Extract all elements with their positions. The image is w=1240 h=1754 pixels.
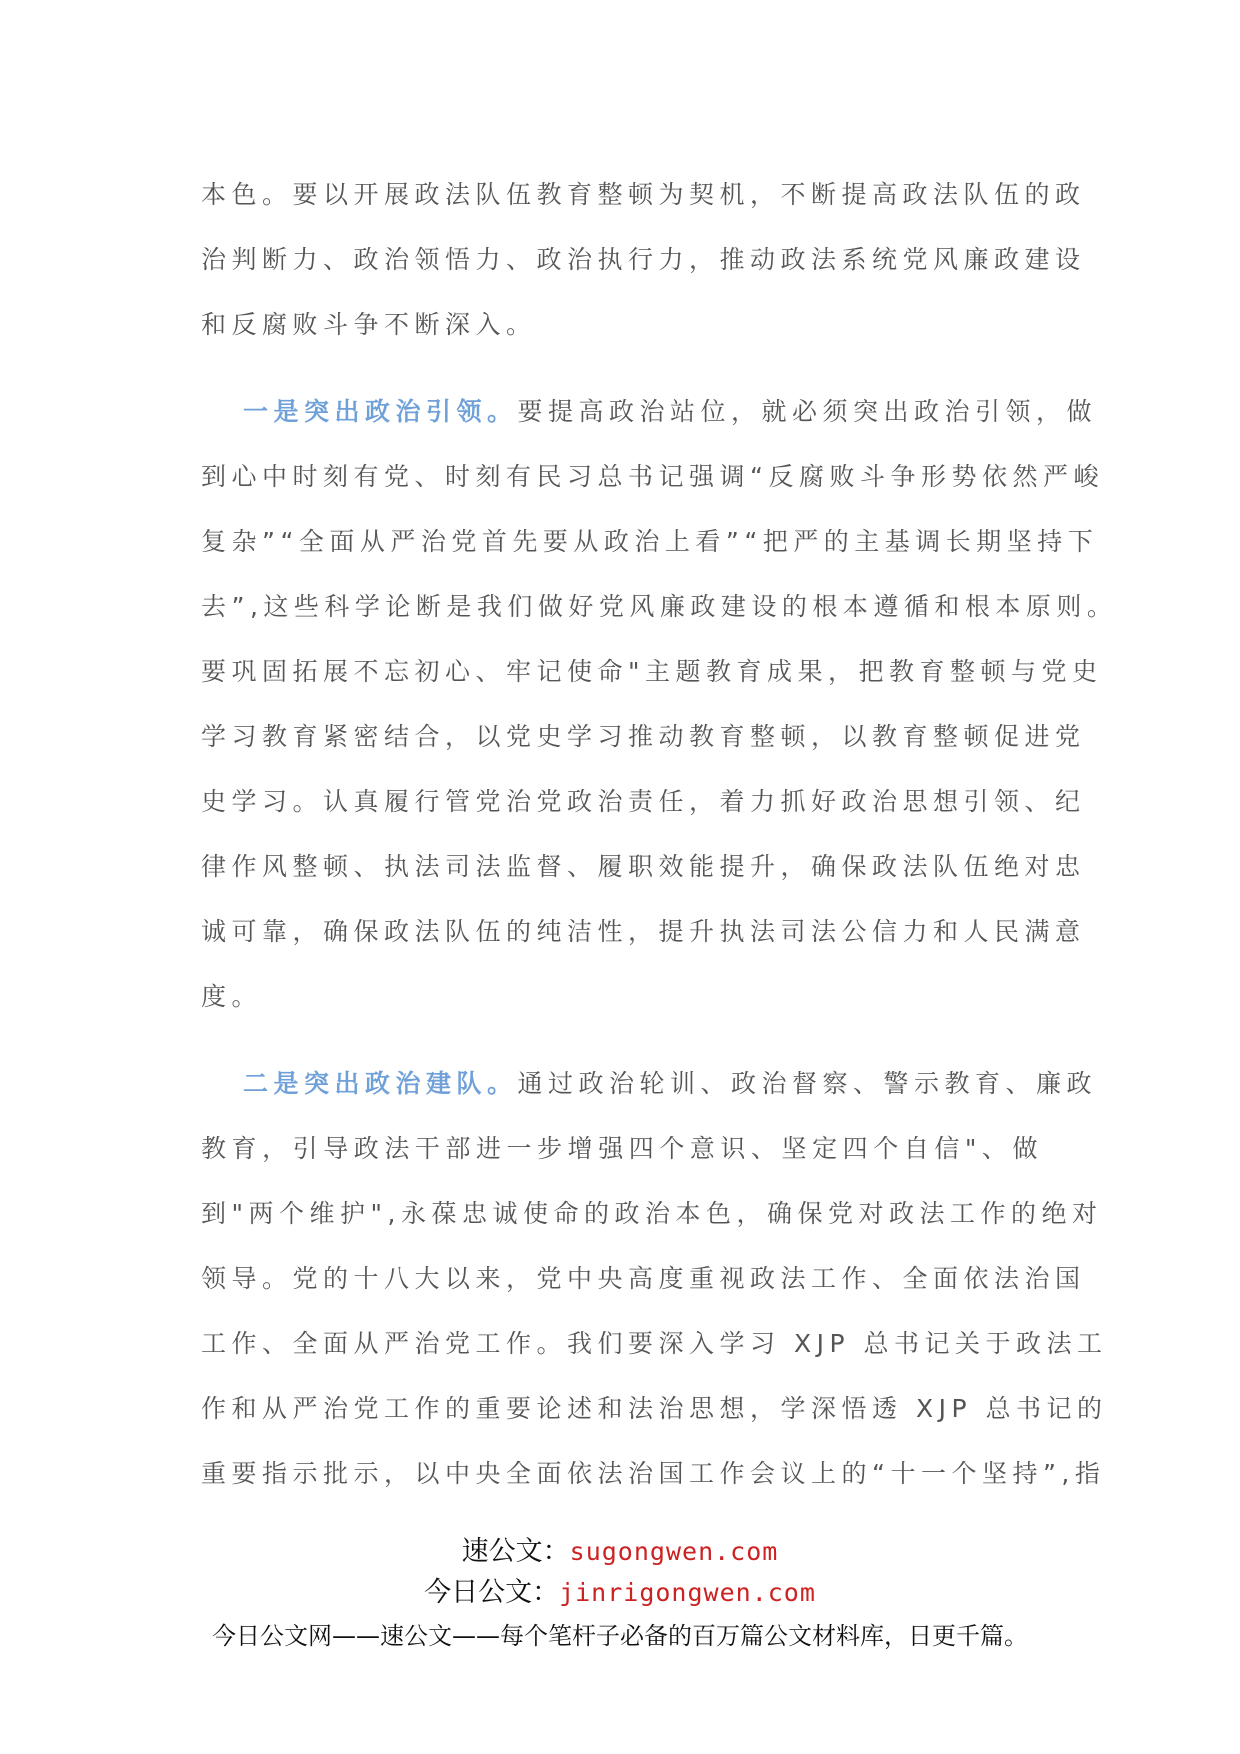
paragraph-spacer	[201, 357, 1043, 379]
text-line: 教育，引导政法干部进一步增强四个意识、坚定四个自信"、做	[201, 1134, 1043, 1163]
text-line: 领导。党的十八大以来，党中央高度重视政法工作、全面依法治国	[201, 1264, 1086, 1293]
text-line-first	[201, 379, 1098, 444]
text-line: 去”,这些科学论断是我们做好党风廉政建设的根本遵循和根本原则。	[201, 592, 1118, 621]
paragraph-lead-heading: 一是突出政治引领。	[243, 397, 518, 426]
text-line: 律作风整顿、执法司法监督、履职效能提升，确保政法队伍绝对忠	[201, 852, 1086, 881]
paragraph-lead-heading: 二是突出政治建队。	[243, 1069, 518, 1098]
text-segment: 通过政治轮训、政治督察、警示教育、廉政	[517, 1069, 1098, 1098]
footer-site-label: 速公文：	[461, 1536, 570, 1567]
text-line: 和反腐败斗争不断深入。	[201, 310, 537, 339]
document-body	[201, 162, 1118, 1506]
text-line: 诚可靠，确保政法队伍的纯洁性，提升执法司法公信力和人民满意	[201, 917, 1086, 946]
paragraph	[201, 379, 1118, 1029]
text-line: 重要指示批示，以中央全面依法治国工作会议上的“十一个坚持”,指	[201, 1459, 1106, 1488]
footer-site-url[interactable]: jinrigongwen.com	[559, 1578, 816, 1607]
footer-site-url[interactable]: sugongwen.com	[569, 1537, 779, 1566]
footer-tagline: 今日公文网——速公文——每个笔杆子必备的百万篇公文材料库，日更千篇。	[212, 1622, 1028, 1650]
text-line: 复杂”“全面从严治党首先要从政治上看”“把严的主基调长期坚持下	[201, 527, 1099, 556]
text-line: 工作、全面从严治党工作。我们要深入学习 XJP 总书记关于政法工	[201, 1329, 1108, 1358]
text-line: 到心中时刻有党、时刻有民习总书记强调“反腐败斗争形势依然严峻	[201, 462, 1104, 491]
text-line: 学习教育紧密结合，以党史学习推动教育整顿，以教育整顿促进党	[201, 722, 1086, 751]
paragraph-spacer	[201, 1029, 1043, 1051]
text-line: 史学习。认真履行管党治党政治责任，着力抓好政治思想引领、纪	[201, 787, 1086, 816]
text-line: 本色。要以开展政法队伍教育整顿为契机，不断提高政法队伍的政	[201, 180, 1086, 209]
text-line: 作和从严治党工作的重要论述和法治思想，学深悟透 XJP 总书记的	[201, 1394, 1108, 1423]
text-line-first	[201, 1051, 1098, 1116]
footer-site-line-2	[0, 1576, 1240, 1610]
text-line: 到"两个维护",永葆忠诚使命的政治本色，确保党对政法工作的绝对	[201, 1199, 1103, 1228]
paragraph	[201, 1051, 1108, 1506]
text-line: 要巩固拓展不忘初心、牢记使命"主题教育成果，把教育整顿与党史	[201, 657, 1103, 686]
text-segment: 要提高政治站位，就必须突出政治引领，做	[517, 397, 1098, 426]
footer-site-label: 今日公文：	[424, 1577, 560, 1608]
text-line: 度。	[201, 982, 263, 1011]
paragraph	[201, 162, 1086, 357]
text-line: 治判断力、政治领悟力、政治执行力，推动政法系统党风廉政建设	[201, 245, 1086, 274]
footer-site-line-1	[0, 1535, 1240, 1569]
